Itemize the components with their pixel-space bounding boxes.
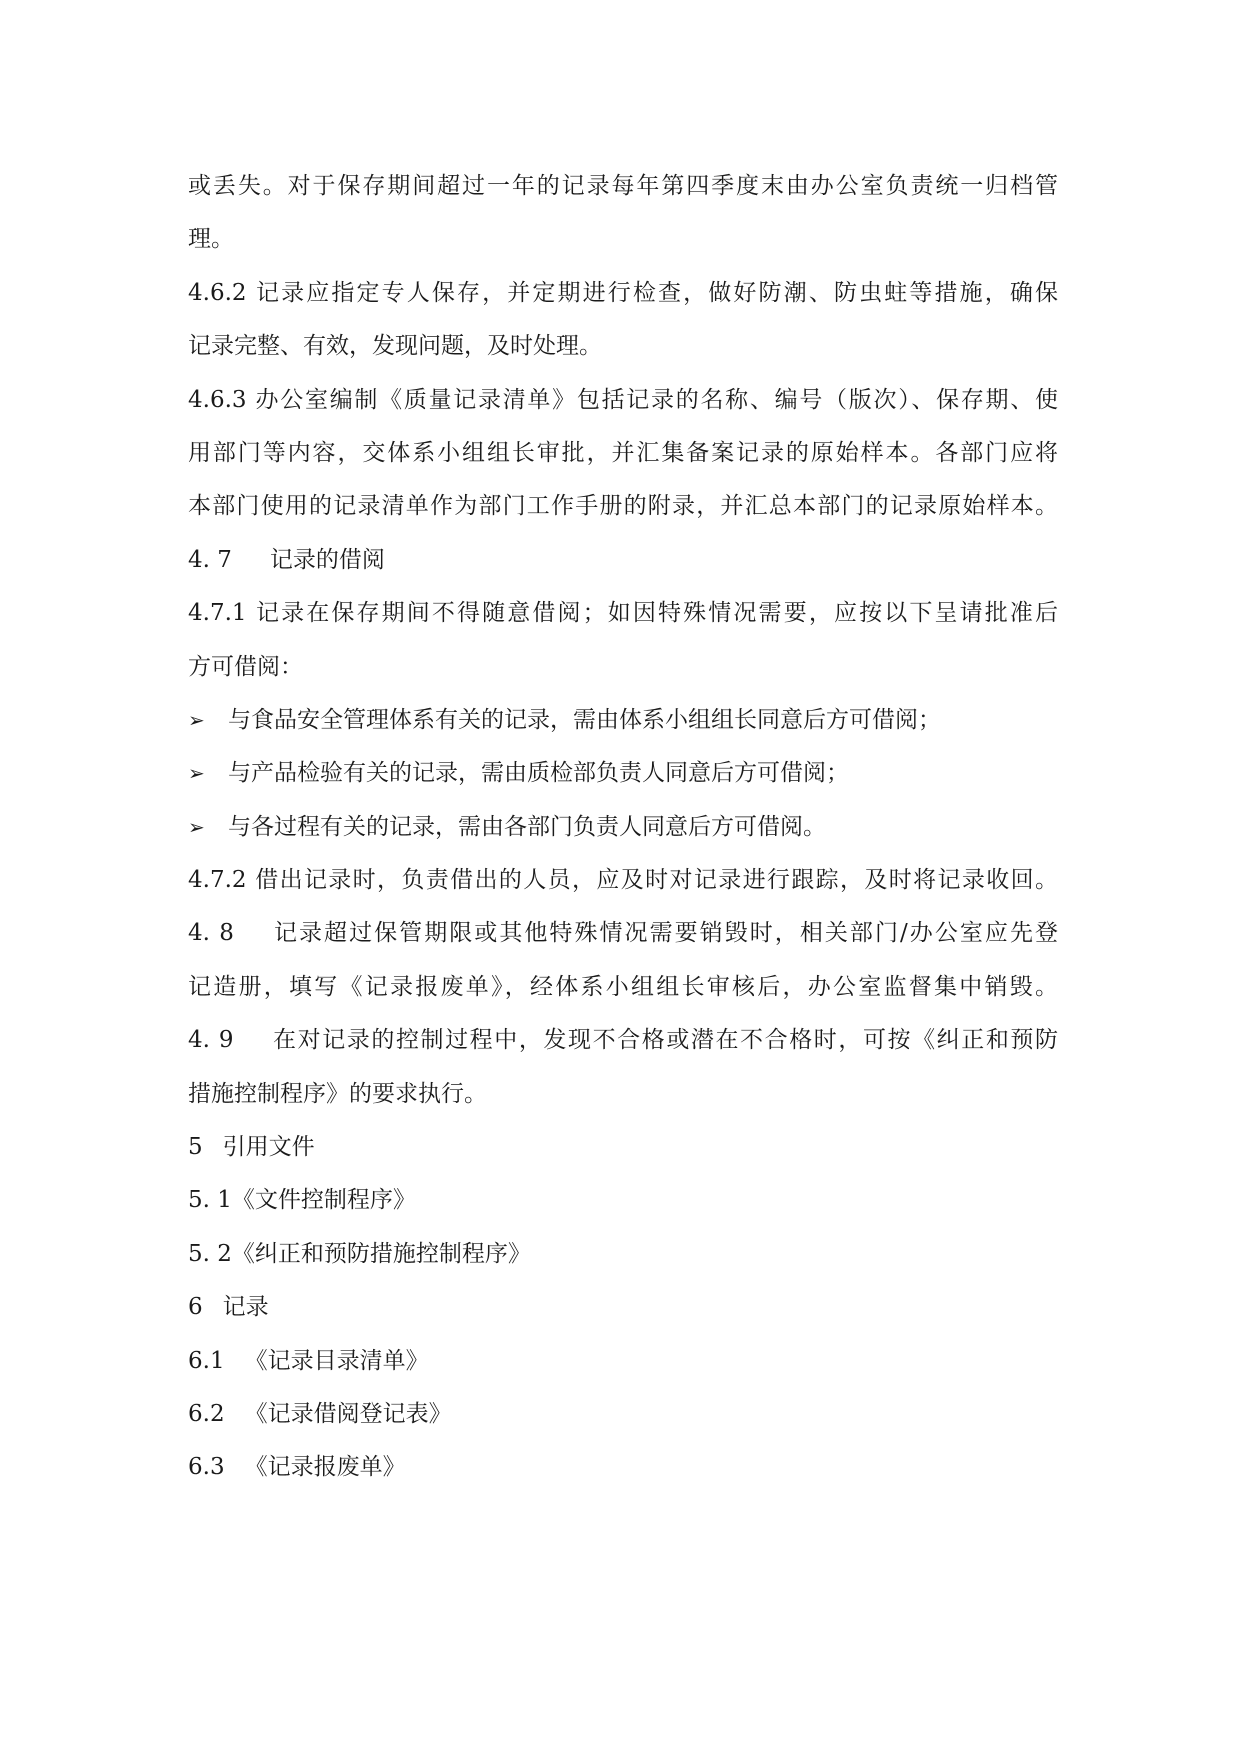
text: 5. 2《纠正和预防措施控制程序》 bbox=[188, 1240, 531, 1267]
text: 记录完整、有效，发现问题，及时处理。 bbox=[188, 333, 602, 360]
section-heading-4-7 bbox=[188, 534, 1058, 587]
text: 5. 1《文件控制程序》 bbox=[188, 1187, 416, 1214]
section-4-8-line-2 bbox=[188, 961, 1058, 1014]
text: 4.6.2 记录应指定专人保存，并定期进行检查，做好防潮、防虫蛀等措施，确保 bbox=[188, 279, 1058, 306]
paragraph-4-6-1-line-1 bbox=[188, 160, 1058, 213]
section-heading-6 bbox=[188, 1281, 1058, 1334]
text: 4.6.3 办公室编制《质量记录清单》包括记录的名称、编号（版次）、保存期、使 bbox=[188, 386, 1058, 413]
section-4-8-line-1 bbox=[188, 907, 1058, 960]
item-title: 《记录目录清单》 bbox=[244, 1347, 429, 1374]
item-title: 《记录借阅登记表》 bbox=[244, 1400, 452, 1427]
paragraph-4-6-3-line-1 bbox=[188, 374, 1058, 427]
bullet-item bbox=[188, 747, 1058, 800]
paragraph-4-7-1-line-2 bbox=[188, 641, 1058, 694]
text: 记造册，填写《记录报废单》，经体系小组组长审核后，办公室监督集中销毁。 bbox=[188, 973, 1058, 1000]
paragraph-4-6-2-line-1 bbox=[188, 267, 1058, 320]
text: 本部门使用的记录清单作为部门工作手册的附录，并汇总本部门的记录原始样本。 bbox=[188, 493, 1058, 520]
text: 理。 bbox=[188, 226, 234, 253]
reference-5-1 bbox=[188, 1174, 1058, 1227]
text: 方可借阅： bbox=[188, 653, 303, 680]
paragraph-4-6-3-line-3 bbox=[188, 480, 1058, 533]
paragraph-4-6-1-line-2 bbox=[188, 213, 1058, 266]
record-6-2 bbox=[188, 1388, 1058, 1441]
item-number: 6.3 bbox=[188, 1454, 225, 1481]
text: 或丢失。对于保存期间超过一年的记录每年第四季度末由办公室负责统一归档管 bbox=[188, 173, 1058, 199]
section-title: 记录的借阅 bbox=[269, 546, 385, 573]
section-number: 5 bbox=[188, 1134, 203, 1161]
record-6-3 bbox=[188, 1441, 1058, 1494]
paragraph-4-6-2-line-2 bbox=[188, 320, 1058, 373]
section-number: 4. 9 bbox=[188, 1027, 234, 1054]
section-heading-5 bbox=[188, 1121, 1058, 1174]
text: 措施控制程序》的要求执行。 bbox=[188, 1080, 487, 1107]
section-number: 4. 8 bbox=[188, 920, 234, 947]
section-title: 记录 bbox=[222, 1294, 269, 1321]
paragraph-4-7-1-line-1 bbox=[188, 587, 1058, 640]
bullet-text: 与各过程有关的记录，需由各部门负责人同意后方可借阅。 bbox=[228, 813, 826, 840]
item-title: 《记录报废单》 bbox=[244, 1454, 406, 1481]
text: 4.7.1 记录在保存期间不得随意借阅；如因特殊情况需要，应按以下呈请批准后 bbox=[188, 600, 1058, 627]
text: 用部门等内容，交体系小组组长审批，并汇集备案记录的原始样本。各部门应将 bbox=[188, 439, 1058, 466]
bullet-item bbox=[188, 801, 1058, 854]
section-number: 6 bbox=[188, 1294, 203, 1321]
paragraph-4-6-3-line-2 bbox=[188, 427, 1058, 480]
text: 记录超过保管期限或其他特殊情况需要销毁时，相关部门/办公室应先登 bbox=[271, 920, 1059, 947]
bullet-text: 与产品检验有关的记录，需由质检部负责人同意后方可借阅； bbox=[228, 760, 849, 787]
arrow-bullet-icon: ➢ bbox=[188, 761, 205, 786]
bullet-text: 与食品安全管理体系有关的记录，需由体系小组组长同意后方可借阅； bbox=[228, 706, 941, 733]
item-number: 6.2 bbox=[188, 1400, 225, 1427]
section-title: 引用文件 bbox=[222, 1134, 315, 1161]
section-4-9-line-2 bbox=[188, 1068, 1058, 1121]
paragraph-4-7-2 bbox=[188, 854, 1058, 907]
arrow-bullet-icon: ➢ bbox=[188, 707, 205, 732]
bullet-item bbox=[188, 694, 1058, 747]
item-number: 6.1 bbox=[188, 1347, 225, 1374]
document-body bbox=[188, 160, 1058, 1495]
text: 在对记录的控制过程中，发现不合格或潜在不合格时，可按《纠正和预防 bbox=[271, 1027, 1058, 1054]
reference-5-2 bbox=[188, 1228, 1058, 1281]
arrow-bullet-icon: ➢ bbox=[188, 814, 205, 839]
section-number: 4. 7 bbox=[188, 546, 232, 573]
section-4-9-line-1 bbox=[188, 1014, 1058, 1067]
text: 4.7.2 借出记录时，负责借出的人员，应及时对记录进行跟踪，及时将记录收回。 bbox=[188, 867, 1058, 894]
record-6-1 bbox=[188, 1335, 1058, 1388]
